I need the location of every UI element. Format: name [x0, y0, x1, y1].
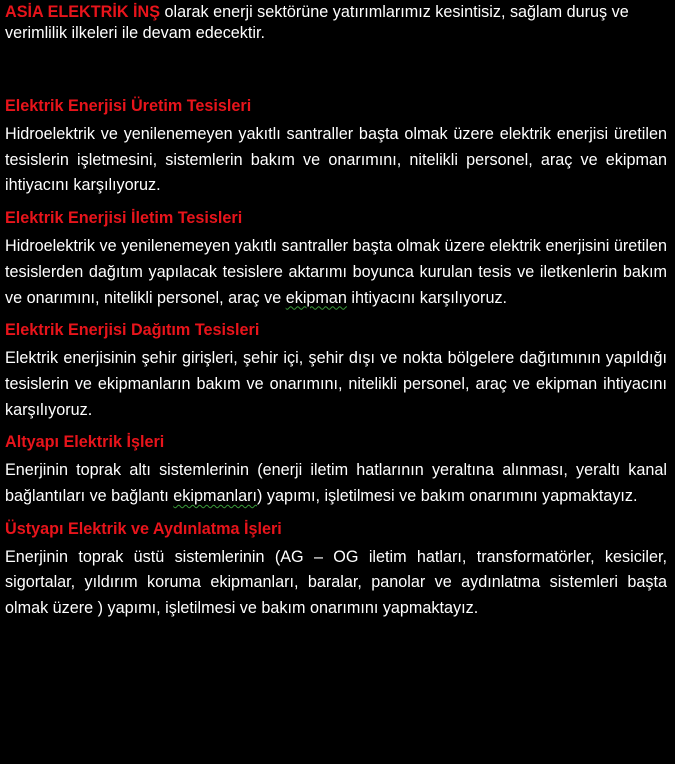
section-body-infrastructure-text-a: Enerjinin toprak altı sistemlerinin (enerji iletim hatlarının yeraltına alınması, yeraltı kanal bağlantıları ve bağlantı [5, 461, 667, 506]
document [5, 2, 667, 622]
section-body-infrastructure [5, 458, 667, 509]
intro-paragraph [5, 2, 667, 44]
section-title-transmission: Elektrik Enerjisi İletim Tesisleri [5, 209, 243, 228]
spellcheck-flagged-word: ekipmanları [173, 487, 257, 506]
section-title-distribution: Elektrik Enerjisi Dağıtım Tesisleri [5, 321, 260, 340]
section-title-production: Elektrik Enerjisi Üretim Tesisleri [5, 97, 252, 115]
company-name: ASİA ELEKTRİK İNŞ [5, 3, 160, 21]
section-body-infrastructure-text-b: ) yapımı, işletilmesi ve bakım onarımını yapmaktayız. [256, 487, 638, 506]
section-body-transmission-text-b: ihtiyacını karşılıyoruz. [346, 288, 508, 307]
section-body-production: Hidroelektrik ve yenilenemeyen yakıtlı santraller başta olmak üzere elektrik enerjisi üretilen tesislerin işletmesini, sistemlerin bakım ve onarımını, nitelikli personel, araç ve ekipman ihtiyacını karşılıyoruz. [5, 125, 667, 195]
section-body-superstructure-lighting: Enerjinin toprak üstü sistemlerinin (AG – OG iletim hatları, transformatörler, kesiciler, sigortalar, yıldırım koruma ekipmanları, baralar, panolar ve aydınlatma sistemleri başta olmak üzere ) yapımı, işletilmesi ve bakım onarımını yapmaktayız. [5, 547, 667, 618]
section-body-transmission-text-a: Hidroelektrik ve yenilenemeyen yakıtlı santraller başta olmak üzere elektrik enerjisini üretilen tesislerden dağıtım yapılacak tesislere aktarımı boyunca kurulan tesis ve iletkenlerin bakım ve onarımını, nitelikli personel, araç ve [5, 237, 667, 307]
section-body-distribution: Elektrik enerjisinin şehir girişleri, şehir içi, şehir dışı ve nokta bölgelere dağıtımının yapıldığı tesislerin ve ekipmanların bakım ve onarımını, nitelikli personel, araç ve ekipman ihtiyacını karşılıyoruz. [5, 349, 667, 419]
spellcheck-flagged-word: ekipman [285, 288, 347, 307]
section-body-transmission [5, 234, 667, 311]
section-title-infrastructure: Altyapı Elektrik İşleri [5, 433, 165, 452]
intro-text: olarak enerji sektörüne yatırımlarımız kesintisiz, sağlam duruş ve verimlilik ilkeleri ile devam edecektir. [5, 3, 629, 42]
section-title-superstructure-lighting: Üstyapı Elektrik ve Aydınlatma İşleri [5, 519, 282, 538]
